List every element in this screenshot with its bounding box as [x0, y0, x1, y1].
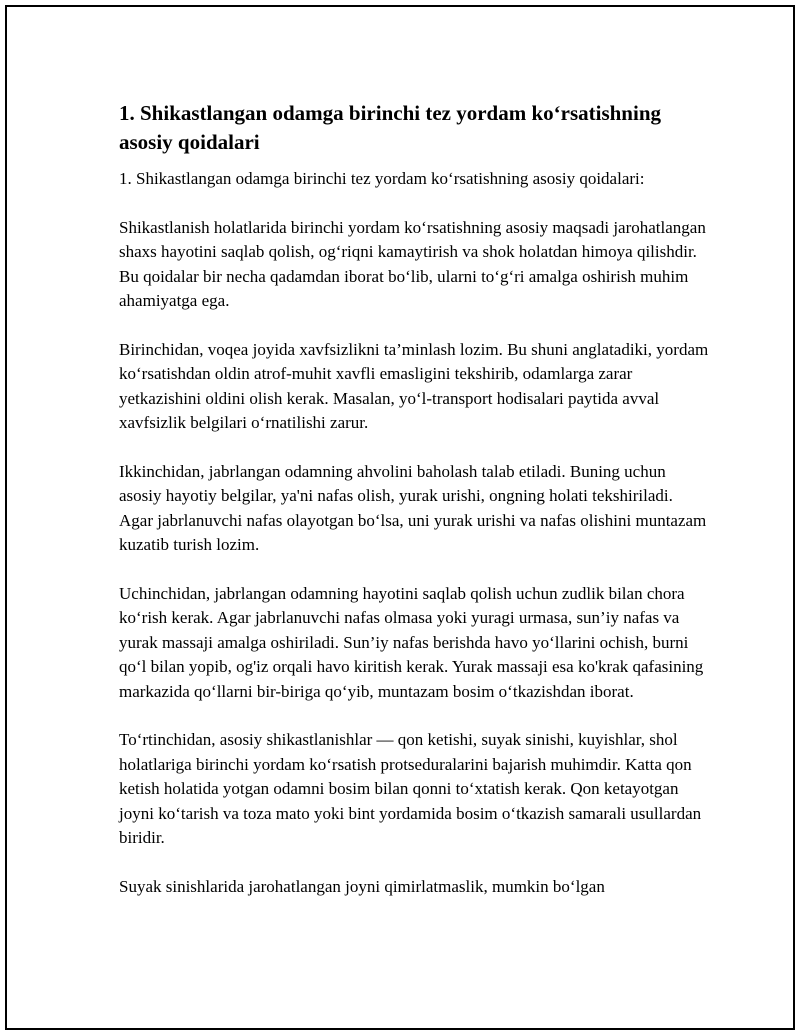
- paragraph-second: Ikkinchidan, jabrlangan odamning ahvolini baholash talab etiladi. Buning uchun asosiy hayotiy belgilar, ya'ni nafas olish, yurak urishi, ongning holati tekshiriladi. Agar jabrlanuvchi nafas olayotgan bo‘lsa, uni yurak urishi va nafas olishini muntazam kuzatib turish lozim.: [119, 461, 707, 554]
- document-title: 1. Shikastlangan odamga birinchi tez yordam ko‘rsatishning asosiy qoidalari: [119, 101, 662, 154]
- paragraph-first: Birinchidan, voqea joyida xavfsizlikni ta’minlash lozim. Bu shuni anglatadiki, yordam ko‘rsatishdan oldin atrof-muhit xavfli emasligini tekshirib, odamlarga zarar yetkazishini oldini olish kerak. Masalan, yo‘l-transport hodisalari paytida avval xavfsizlik belgilari o‘rnatilishi zarur.: [119, 339, 709, 432]
- document-body: [119, 99, 709, 923]
- paragraph-intro: 1. Shikastlangan odamga birinchi tez yordam ko‘rsatishning asosiy qoidalari:: [119, 169, 645, 188]
- paragraph-purpose: Shikastlanish holatlarida birinchi yordam ko‘rsatishning asosiy maqsadi jarohatlangan shaxs hayotini saqlab qolish, og‘riqni kamaytirish va shok holatdan himoya qilishdir. Bu qoidalar bir necha qadamdan iborat bo‘lib, ularni to‘g‘ri amalga oshirish muhim ahamiyatga ega.: [119, 217, 706, 310]
- paragraph-fourth: To‘rtinchidan, asosiy shikastlanishlar — qon ketishi, suyak sinishi, kuyishlar, shol holatlariga birinchi yordam ko‘rsatish protseduralarini bajarish muhimdir. Katta qon ketish holatida yotgan odamni bosim bilan qonni to‘xtatish kerak. Qon ketayotgan joyni ko‘tarish va toza mato yoki bint yordamida bosim o‘tkazish samarali usullardan biridir.: [119, 730, 702, 847]
- paragraph-third: Uchinchidan, jabrlangan odamning hayotini saqlab qolish uchun zudlik bilan chora ko‘rish kerak. Agar jabrlanuvchi nafas olmasa yoki yuragi urmasa, sun’iy nafas va yurak massaji amalga oshiriladi. Sun’iy nafas berishda havo yo‘llarini ochish, burni qo‘l bilan yopib, og'iz orqali havo kiritish kerak. Yurak massaji esa ko'krak qafasining markazida qo‘llarni bir-biriga qo‘yib, muntazam bosim o‘tkazishdan iborat.: [119, 583, 704, 701]
- page-border: [5, 5, 795, 1030]
- paragraph-fractures: Suyak sinishlarida jarohatlangan joyni qimirlatmaslik, mumkin bo‘lgan: [119, 876, 605, 896]
